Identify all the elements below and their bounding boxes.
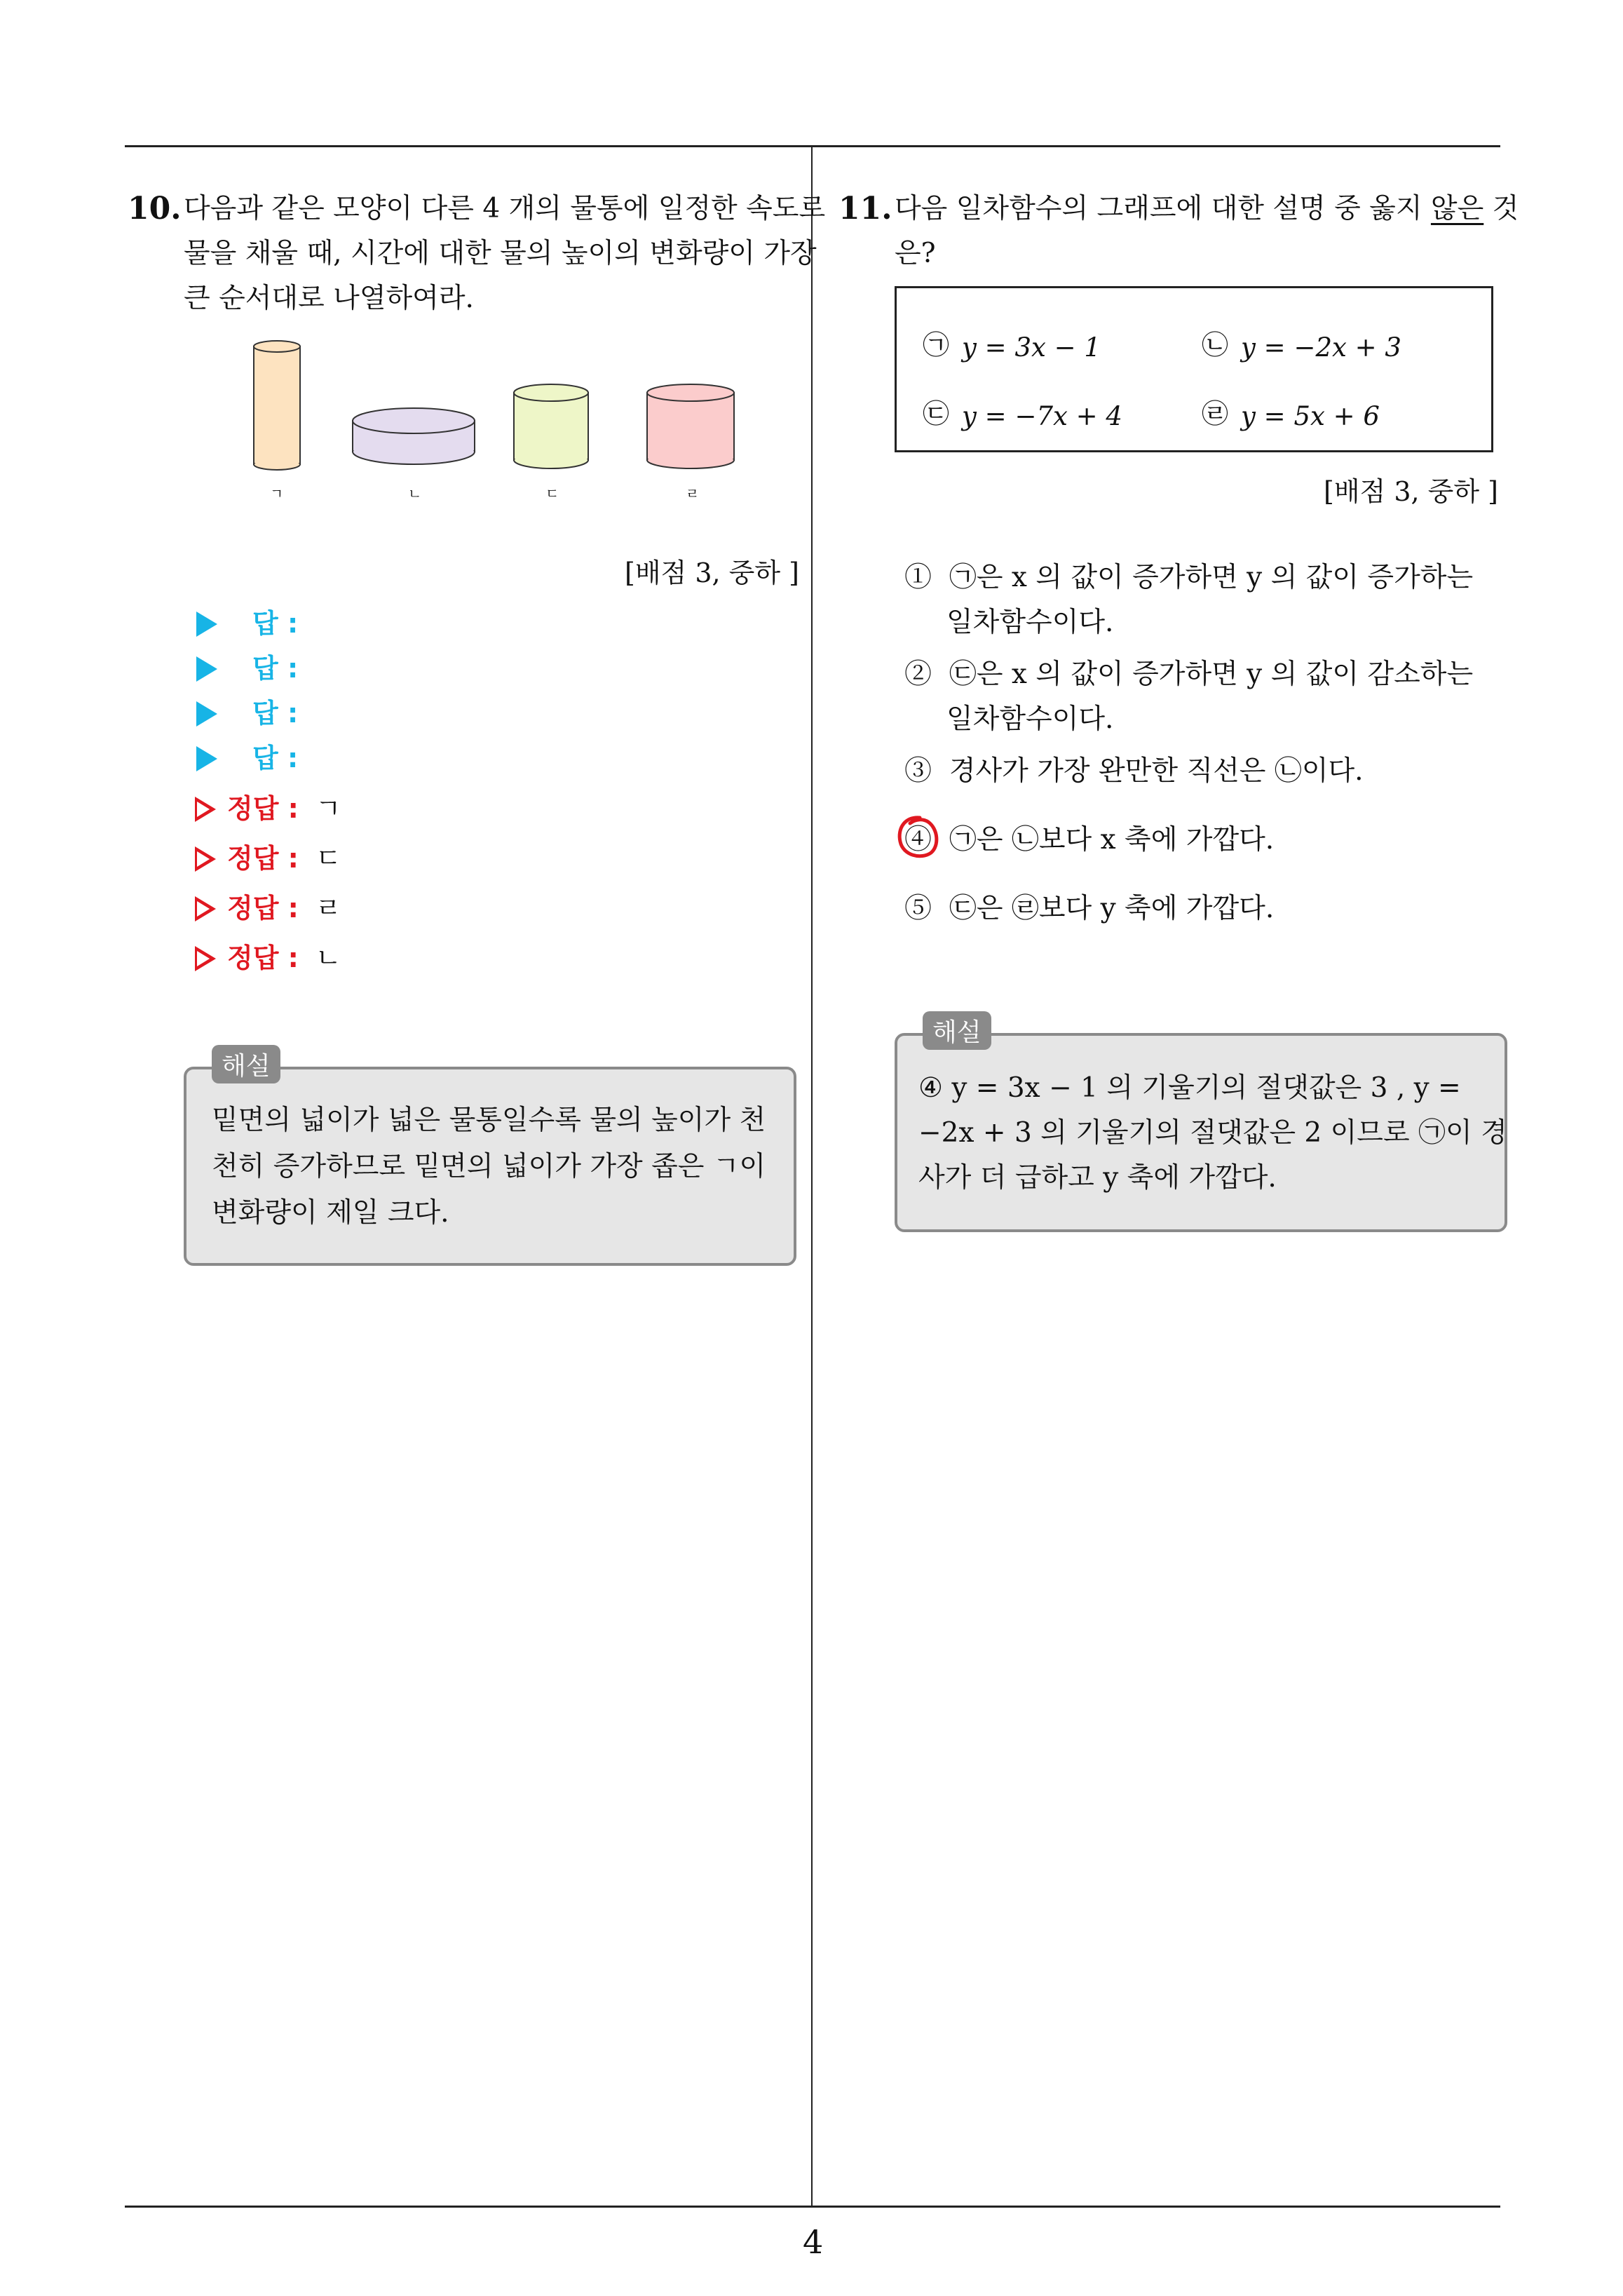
cylinder-top: [514, 384, 588, 401]
function-item: ㉠ y = 3x − 1: [923, 330, 1101, 363]
cylinder-b: [353, 408, 475, 464]
option-4: ④ ㉠은 ㉡보다 x 축에 가깝다.: [904, 824, 1275, 856]
outline-arrow-icon: [195, 896, 216, 921]
question-number: 11.: [838, 191, 892, 227]
cylinder-top: [254, 341, 300, 352]
column-divider: [811, 145, 813, 2207]
option-3: ③ 경사가 가장 완만한 직선은 ㉡이다.: [904, 755, 1364, 787]
explanation-line: −2x + 3 의 기울기의 절댓값은 2 이므로 ㉠이 경: [918, 1117, 1507, 1149]
option-1-cont: 일차함수이다.: [946, 607, 1114, 638]
option-2-cont: 일차함수이다.: [946, 703, 1114, 735]
cylinder-d: [647, 384, 734, 468]
cylinder-top: [353, 408, 475, 433]
cylinder-a: [254, 341, 300, 470]
question-text-line: 물을 채울 때, 시간에 대한 물의 높이의 변화량이 가장: [184, 238, 817, 269]
question-text-line: 다음 일차함수의 그래프에 대한 설명 중 옳지 않은 것: [895, 193, 1519, 224]
answer-blank-row: 답 :: [196, 736, 298, 775]
correct-answer-row: 정답 : ㄹ: [195, 886, 341, 925]
korean-circle-mark: ㉢: [923, 398, 950, 429]
function-item: ㉡ y = −2x + 3: [1202, 330, 1401, 363]
outline-arrow-icon: [195, 846, 216, 872]
correct-answer-row: 정답 : ㄱ: [195, 787, 341, 825]
correct-answer: ㄹ: [315, 893, 341, 924]
cylinder-label: ㄷ: [545, 485, 559, 502]
cylinder-top: [647, 384, 734, 401]
score-label: [배점 3, 중하 ]: [625, 558, 799, 588]
question-number: 10.: [128, 191, 182, 227]
play-arrow-icon: [196, 612, 217, 637]
play-arrow-icon: [196, 746, 217, 771]
play-arrow-icon: [196, 656, 217, 682]
play-arrow-icon: [196, 701, 217, 727]
function-item: ㉣ y = 5x + 6: [1202, 398, 1380, 431]
correct-answer-row: 정답 : ㄴ: [195, 936, 341, 975]
correct-answer: ㄴ: [315, 943, 341, 973]
question-text-line: 다음과 같은 모양이 다른 4 개의 물통에 일정한 속도로: [184, 193, 826, 224]
correct-answer: ㄷ: [315, 843, 341, 874]
cylinder-label: ㄹ: [686, 485, 700, 502]
explanation-line: 밑면의 넓이가 넓은 물통일수록 물의 높이가 천: [212, 1105, 766, 1136]
cylinder-label: ㄴ: [408, 485, 422, 502]
cylinders-figure: [238, 337, 757, 498]
explanation-line: ④ y = 3x − 1 의 기울기의 절댓값은 3 , y =: [918, 1072, 1461, 1104]
explanation-tag: 해설: [212, 1045, 280, 1083]
option-1: ① ㉠은 x 의 값이 증가하면 y 의 값이 증가하는: [904, 562, 1474, 593]
outline-arrow-icon: [195, 946, 216, 971]
korean-circle-mark: ㉡: [1202, 330, 1229, 360]
outline-arrow-icon: [195, 797, 216, 822]
answer-blank-row: 답 :: [196, 647, 298, 685]
correct-answer: ㄱ: [315, 793, 341, 824]
korean-circle-mark: ㉠: [923, 330, 950, 360]
cylinder-body-cover: [254, 346, 299, 463]
option-5: ⑤ ㉢은 ㉣보다 y 축에 가깝다.: [904, 893, 1275, 924]
bottom-rule: [125, 2206, 1500, 2208]
correct-answer-row: 정답 : ㄷ: [195, 837, 341, 875]
emphasis-underline: 않은: [1430, 193, 1484, 224]
question-text-line: 은?: [895, 238, 936, 269]
cylinder-c: [514, 384, 588, 468]
cylinder-label: ㄱ: [270, 485, 284, 502]
cylinder-body-cover: [515, 393, 588, 459]
cylinder-body-cover: [648, 393, 733, 459]
explanation-line: 변화량이 제일 크다.: [212, 1197, 449, 1229]
answer-blank-row: 답 :: [196, 602, 298, 640]
top-rule: [125, 145, 1500, 147]
explanation-tag: 해설: [923, 1011, 991, 1050]
korean-circle-mark: ㉣: [1202, 398, 1229, 429]
page-number: 4: [803, 2223, 824, 2261]
explanation-line: 천히 증가하므로 밑면의 넓이가 가장 좁은 ㄱ이: [212, 1151, 766, 1182]
question-text-line: 큰 순서대로 나열하여라.: [184, 283, 474, 314]
answer-blank-row: 답 :: [196, 691, 298, 730]
option-2: ② ㉢은 x 의 값이 증가하면 y 의 값이 감소하는: [904, 659, 1474, 690]
function-item: ㉢ y = −7x + 4: [923, 398, 1122, 431]
explanation-line: 사가 더 급하고 y 축에 가깝다.: [918, 1162, 1277, 1194]
score-label: [배점 3, 중하 ]: [1324, 476, 1498, 507]
